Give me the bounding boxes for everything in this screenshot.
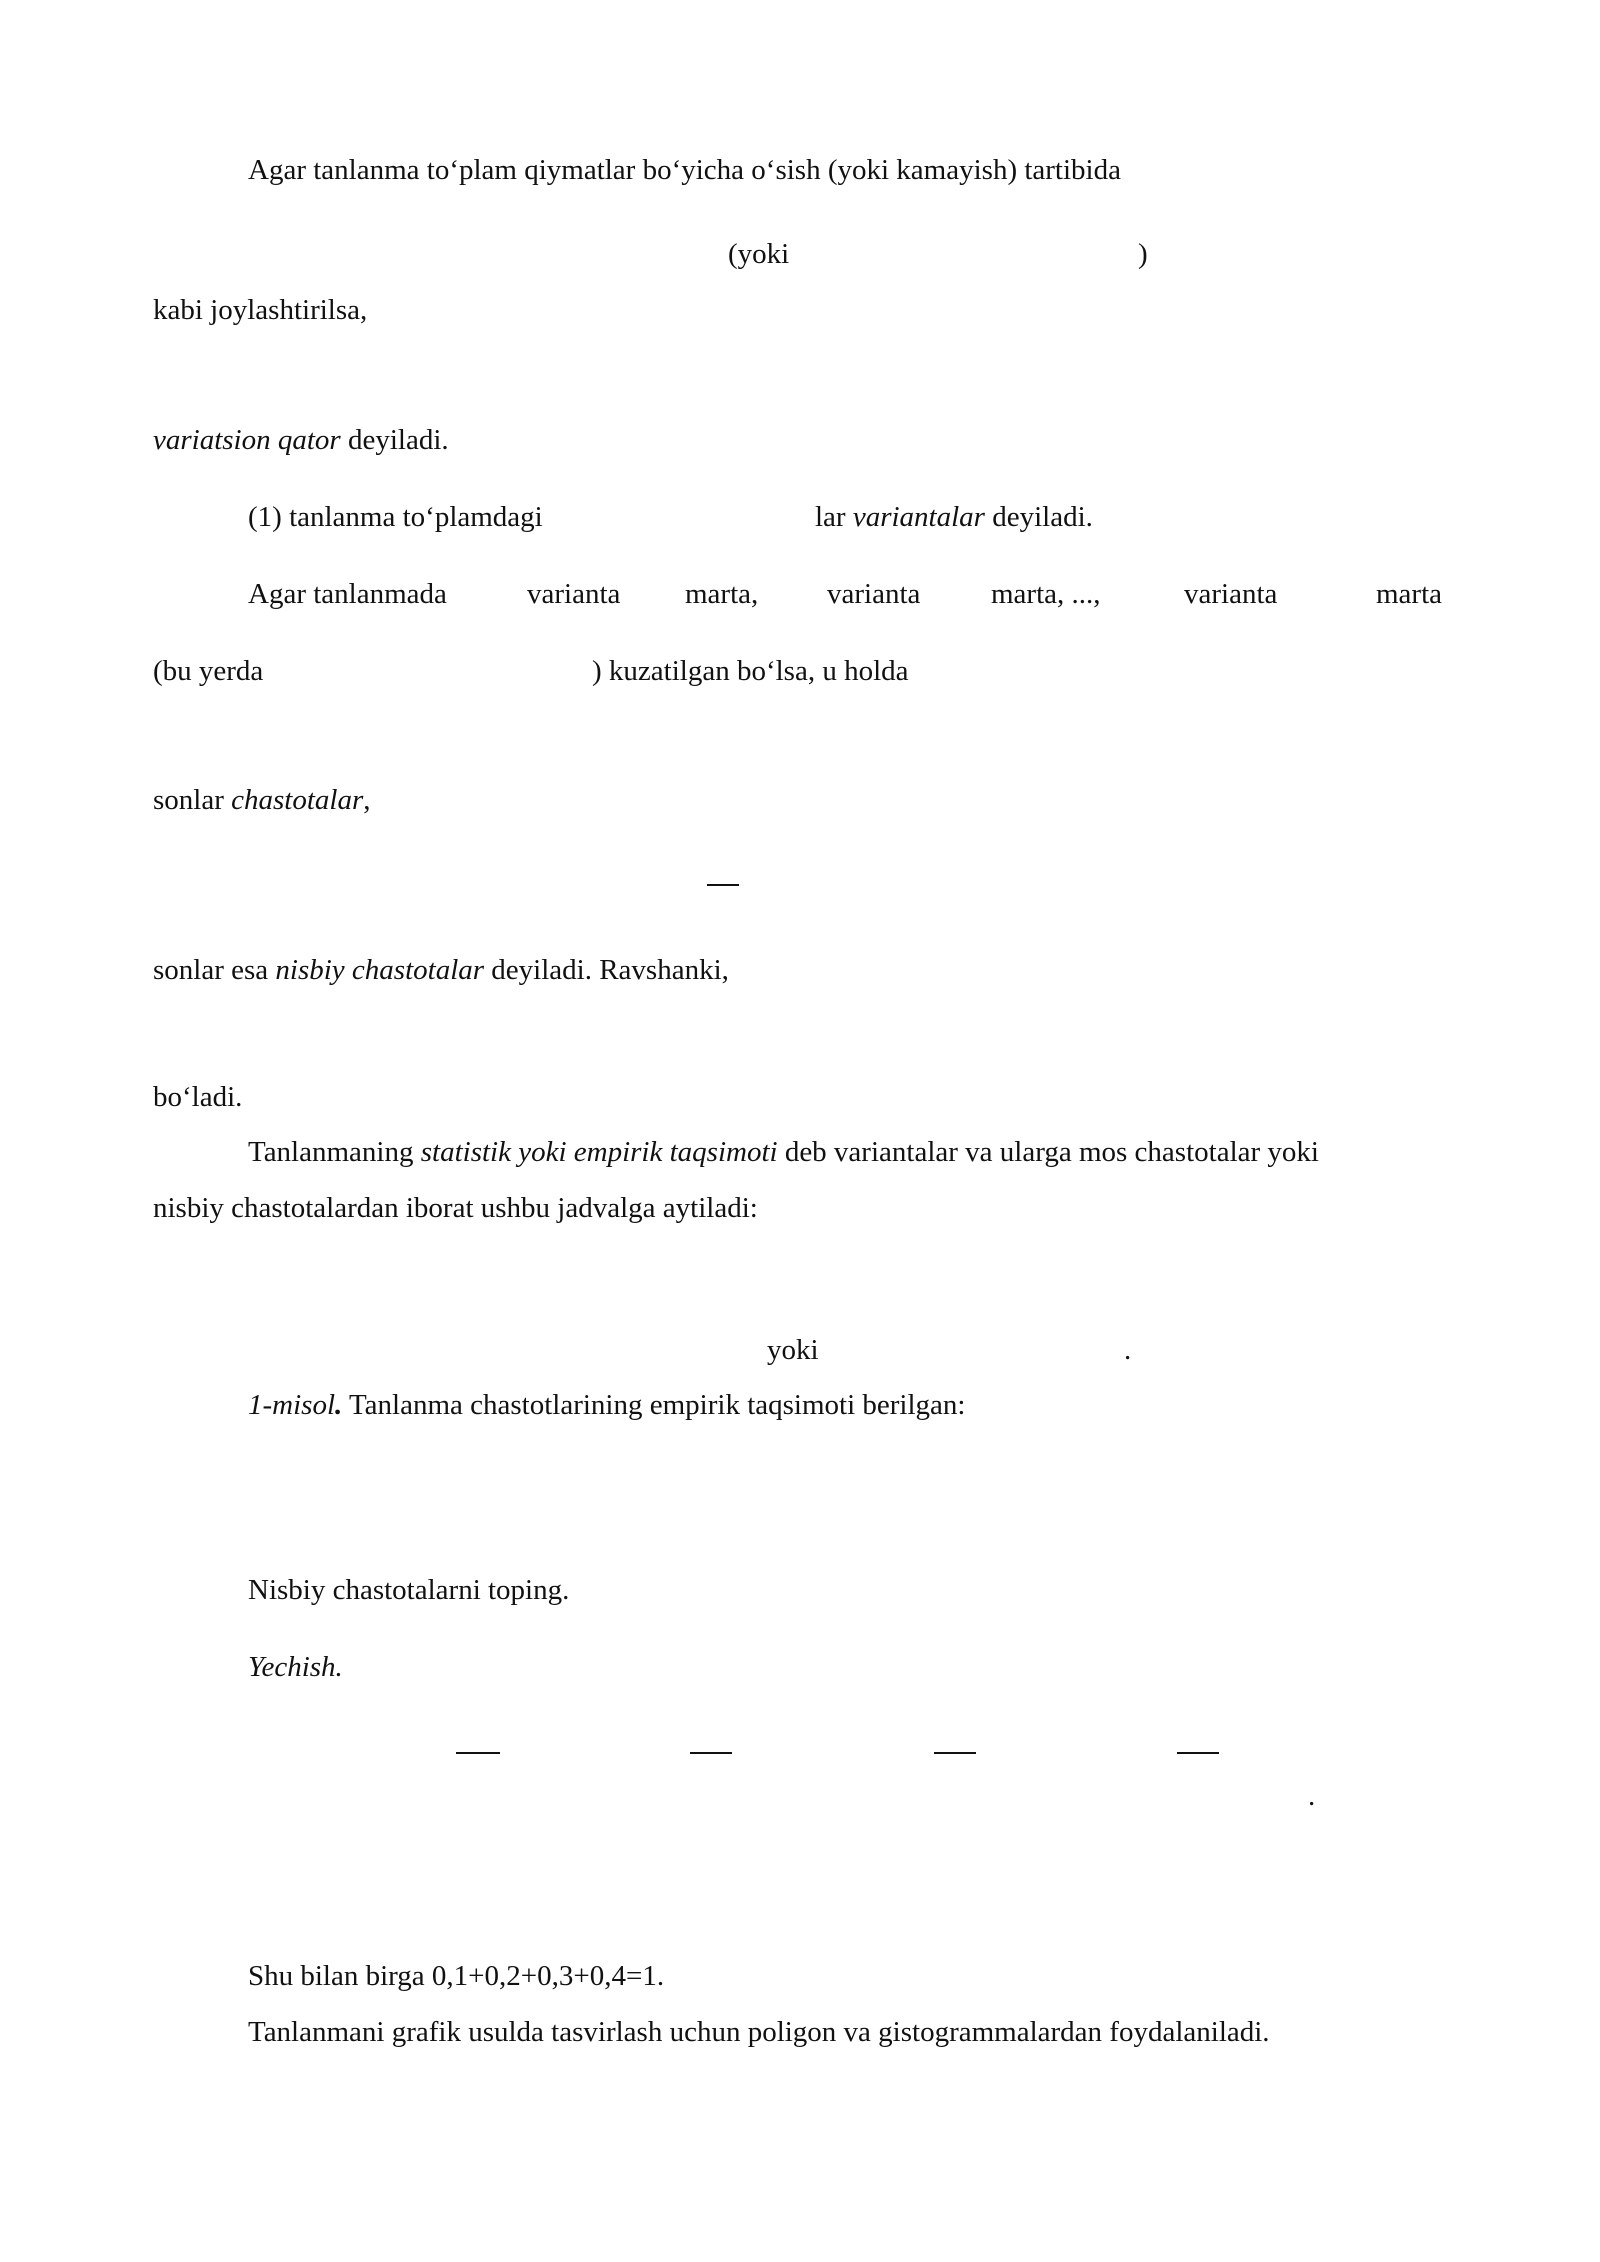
para1-line1: Agar tanlanma to‘plam qiymatlar bo‘yicha o‘sish (yoki kamayish) tartibida: [248, 154, 1121, 186]
para7-line: bo‘ladi.: [153, 1081, 243, 1113]
solution-fraction-bar-2: [690, 1752, 732, 1754]
term-chastotalar: chastotalar: [231, 784, 364, 816]
para8-line1: [248, 1134, 1319, 1170]
closing-line: Tanlanmani grafik usulda tasvirlash uchun poligon va gistogrammalardan foydalaniladi.: [248, 2016, 1270, 2048]
example-text: Tanlanma chastotlarining empirik taqsimoti berilgan:: [342, 1389, 966, 1421]
para6-lead: sonlar esa: [153, 954, 276, 986]
para4-line2a: (bu yerda: [153, 655, 264, 687]
para3-part3: deyiladi.: [984, 501, 1093, 533]
para2-line: [153, 422, 449, 458]
para1-paren: ): [1138, 238, 1148, 270]
example-task: Nisbiy chastotalarni toping.: [248, 1574, 570, 1606]
solution-fraction-bar-3: [934, 1752, 976, 1754]
para4-w3: marta,: [685, 578, 759, 610]
para4-w2: varianta: [527, 578, 621, 610]
para6-line: [153, 952, 729, 988]
para8-yoki: yoki: [767, 1334, 819, 1366]
para4-w5: marta, ...,: [991, 578, 1101, 610]
para1-yoki: (yoki: [728, 238, 790, 270]
term-nisbiy-chastotalar: nisbiy chastotalar: [275, 954, 485, 986]
para8-dot: .: [1124, 1334, 1132, 1366]
solution-fraction-bar-4: [1177, 1752, 1219, 1754]
para5-line: [153, 782, 371, 818]
para4-w1: Agar tanlanmada: [248, 578, 447, 610]
para4-w4: varianta: [827, 578, 921, 610]
example-line: [248, 1387, 965, 1423]
para2-rest: deyiladi.: [340, 424, 449, 456]
para4-w7: marta: [1376, 578, 1443, 610]
term-variatsion-qator: variatsion qator: [153, 424, 341, 456]
term-variantalar: variantalar: [852, 501, 985, 533]
para5-tail: ,: [363, 784, 371, 816]
example-label: 1-misol: [248, 1389, 335, 1421]
para3-part1: (1) tanlanma to‘plamdagi: [248, 501, 543, 533]
para4-line2b: ) kuzatilgan bo‘lsa, u holda: [592, 655, 909, 687]
para6-tail: deyiladi. Ravshanki,: [484, 954, 729, 986]
para4-w6: varianta: [1184, 578, 1278, 610]
para8-line2: nisbiy chastotalardan iborat ushbu jadvalga aytiladi:: [153, 1192, 758, 1224]
para8-tail: deb variantalar va ularga mos chastotalar yoki: [777, 1136, 1319, 1168]
example-solution: Yechish.: [248, 1651, 343, 1683]
para3-part2: lar: [815, 501, 853, 533]
example-label-dot: .: [335, 1389, 343, 1421]
term-empirik-taqsimot: statistik yoki empirik taqsimoti: [420, 1136, 778, 1168]
example-check: Shu bilan birga 0,1+0,2+0,3+0,4=1.: [248, 1960, 665, 1992]
para5-lead: sonlar: [153, 784, 232, 816]
solution-fraction-bar-1: [456, 1752, 500, 1754]
para3-line: [815, 499, 1093, 535]
para1-line3: kabi joylashtirilsa,: [153, 294, 368, 326]
fraction-bar: [707, 884, 739, 886]
solution-end-dot: .: [1308, 1780, 1316, 1812]
para8-lead: Tanlanmaning: [248, 1136, 421, 1168]
